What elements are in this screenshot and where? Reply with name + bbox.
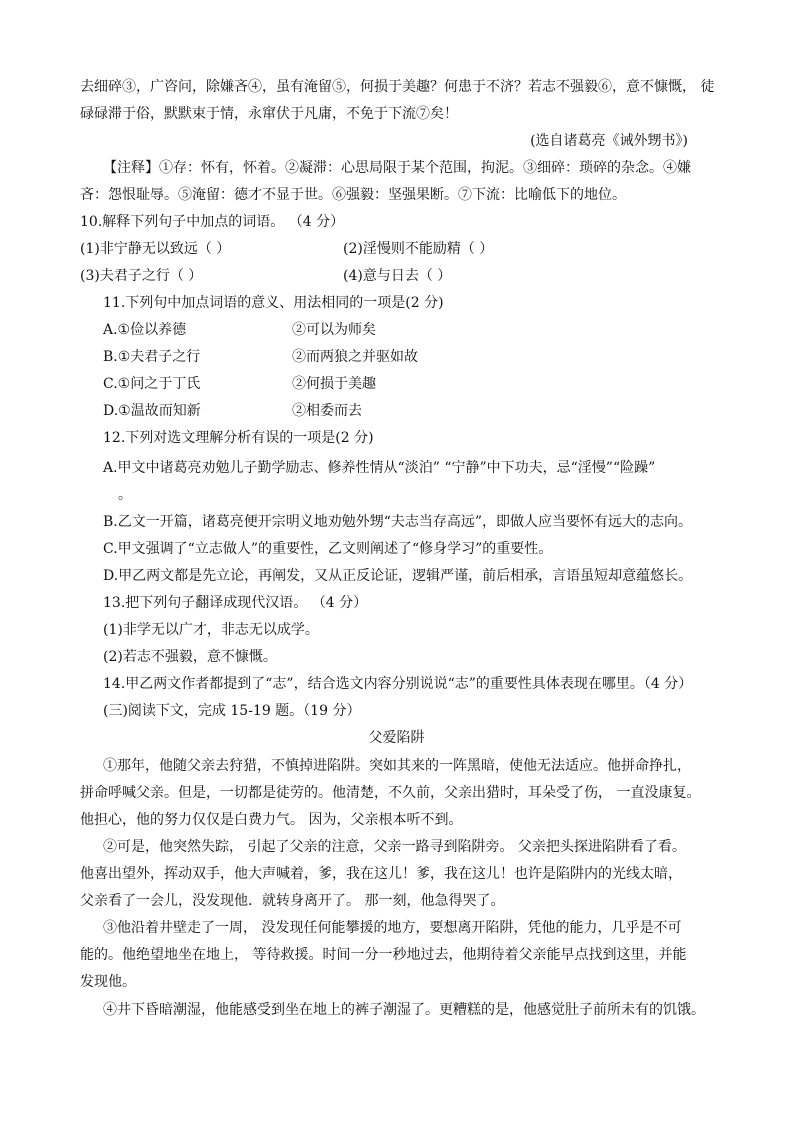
article-title: 父爱陷阱 [368, 730, 425, 746]
annotation-line: 吝：怨恨耻辱。⑤淹留：德才不显于世。⑥强毅：坚强果断。⑦下流：比喻低下的地位。 [80, 187, 626, 203]
question-11-option: ②相委而去 [292, 403, 362, 419]
question-11-option: ②可以为师矣 [292, 322, 376, 338]
question-12-option: D.甲乙两文都是先立论，再阐发，又从正反论证，逻辑严谨，前后相承，言语虽短却意蕴悠长。 [103, 568, 693, 584]
question-11-option: C.①问之于丁氏 [103, 376, 201, 392]
question-10-item: (4)意与日去（ ） [343, 268, 452, 284]
paragraph-line: 拼命呼喊父亲。但是，一切都是徒劳的。他清楚，不久前，父亲出猎时，耳朵受了伤， 一直没康复。 [80, 785, 701, 801]
section-heading: (三)阅读下文，完成 15-19 题。（19 分） [103, 703, 361, 719]
question-11-option: B.①夫君子之行 [103, 349, 201, 365]
paragraph-line: ③他沿着井壁走了一周， 没发现任何能攀援的地方，要想离开陷阱，凭他的能力，几乎是不可 [103, 920, 682, 936]
paragraph-line: ②可是，他突然失踪， 引起了父亲的注意，父亲一路寻到陷阱旁。 父亲把头探进陷阱看了看。 [103, 839, 686, 855]
question-11-option: ②而两狼之并驱如故 [292, 349, 418, 365]
question-10-item: (3)夫君子之行（ ） [80, 268, 203, 284]
text-line: 去细碎③，广咨问，除嫌吝④，虽有淹留⑤，何损于美趣？何患于不济？若志不强毅⑥，意不慷慨， 徒 [80, 79, 715, 95]
source-citation: (选自诸葛亮《诫外甥书》) [530, 133, 688, 149]
question-13-item: (1)非学无以广才，非志无以成学。 [103, 622, 319, 638]
text-line: 碌碌滞于俗，默默束于情，永窜伏于凡庸，不免于下流⑦矣！ [80, 106, 458, 122]
question-12-option: C.甲文强调了“立志做人”的重要性，乙文则阐述了“修身学习”的重要性。 [103, 541, 553, 557]
paragraph-line: 发现他。 [80, 974, 136, 990]
paragraph-line: ①那年，他随父亲去狩猎，不慎掉进陷阱。突如其来的一阵黑暗，使他无法适应。他拼命挣扎， [103, 758, 691, 774]
question-11-option: A.①俭以养德 [103, 322, 187, 338]
paragraph-line: 他喜出望外，挥动双手，他大声喊着，爹，我在这儿！爹，我在这儿！也许是陷阱内的光线太暗， [80, 866, 682, 882]
question-10-item: (2)淫慢则不能励精（ ） [343, 241, 494, 257]
question-11-option: ②何损于美趣 [292, 376, 376, 392]
question-14-title: 14.甲乙两文作者都提到了“志”，结合选文内容分别说说“志”的重要性具体表现在哪里。（4 分） [103, 676, 693, 692]
question-10-item: (1)非宁静无以致远（ ） [80, 241, 231, 257]
question-12-option: 。 [118, 487, 132, 503]
paragraph-line: 父亲看了一会儿，没发现他．就转身离开了。 那一刻，他急得哭了。 [80, 893, 505, 909]
question-11-title: 11.下列句中加点词语的意义、用法相同的一项是(2 分) [103, 295, 444, 311]
paragraph-line: 能的。他绝望地坐在地上， 等待救援。时间一分一秒地过去，他期待着父亲能早点找到这里，并能 [80, 947, 687, 963]
question-12-option: B.乙文一开篇，诸葛亮便开宗明义地劝勉外甥“夫志当存高远”，即做人应当要怀有远大的志向。 [103, 514, 693, 530]
question-13-item: (2)若志不强毅，意不慷慨。 [103, 649, 277, 665]
question-13-title: 13.把下列句子翻译成现代汉语。 （4 分） [103, 595, 368, 611]
question-11-option: D.①温故而知新 [103, 403, 201, 419]
annotation-line: 【注释】①存：怀有，怀着。②凝滞：心思局限于某个范围，拘泥。③细碎：琐碎的杂念。④嫌 [103, 160, 691, 176]
question-12-title: 12.下列对选文理解分析有误的一项是(2 分) [103, 430, 374, 446]
paragraph-line: 他担心，他的努力仅仅是白费力气。 因为，父亲根本听不到。 [80, 812, 463, 828]
paragraph-line: ④井下昏暗潮湿，他能感受到坐在地上的裤子潮湿了。更糟糕的是，他感觉肚子前所未有的饥饿。 [103, 1002, 705, 1018]
question-10-title: 10.解释下列句子中加点的词语。 （4 分） [80, 214, 345, 230]
question-12-option: A.甲文中诸葛亮劝勉儿子勤学励志、修养性情从“淡泊” “宁静”中下功夫，忌“淫慢”“险躁” [103, 460, 656, 476]
